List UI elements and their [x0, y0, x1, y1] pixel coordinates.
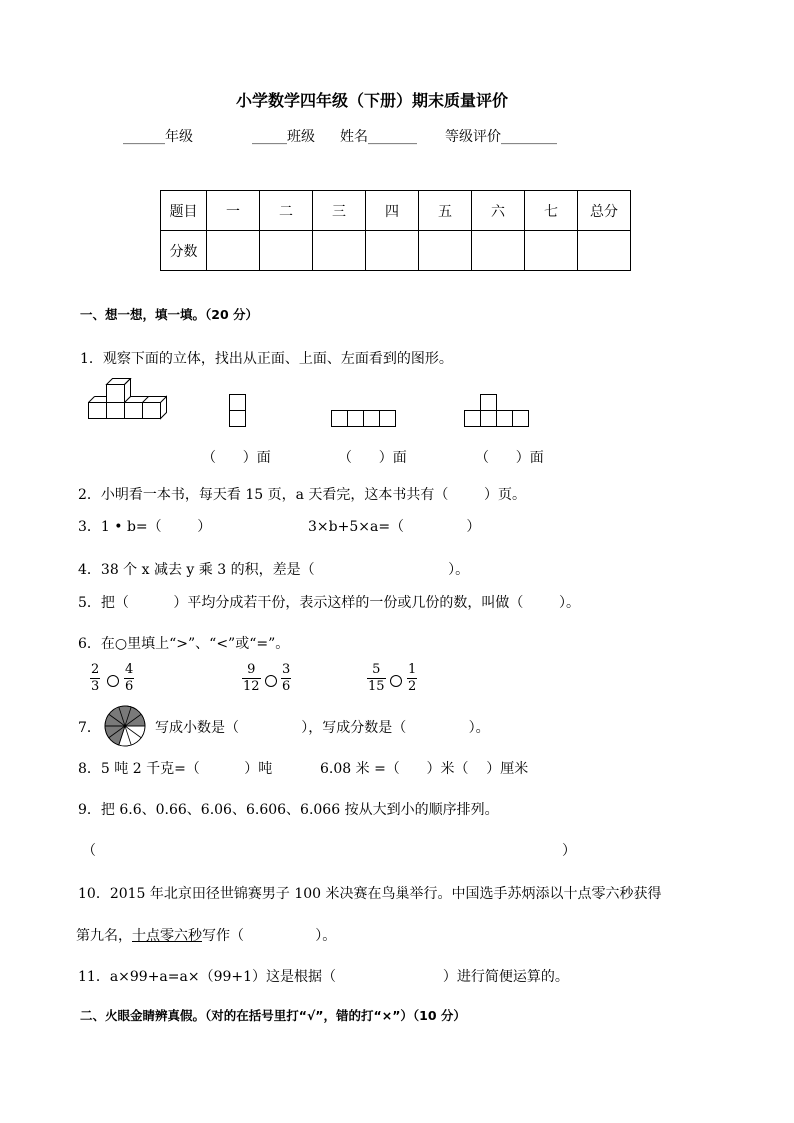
numerator: 3 [282, 662, 291, 677]
question-8a: 8．5 吨 2 千克=（ ）吨 [78, 761, 273, 777]
numerator: 9 [247, 662, 256, 677]
score-cell[interactable] [578, 231, 631, 271]
fraction [242, 662, 261, 695]
table-cell: 二 [260, 191, 313, 231]
table-cell: 一 [207, 191, 260, 231]
question-9-text: 9．把 6.6、0.66、6.06、6.606、6.066 按从大到小的顺序排列。 [78, 802, 499, 818]
score-table-score-row [161, 231, 631, 271]
denominator: 6 [282, 679, 291, 694]
table-cell: 题目 [161, 191, 207, 231]
table-cell: 总分 [578, 191, 631, 231]
question-5: 5．把（ ）平均分成若干份，表示这样的一份或几份的数，叫做（ ）。 [78, 595, 581, 611]
denominator: 3 [91, 679, 100, 694]
question-1-text: 1．观察下面的立体，找出从正面、上面、左面看到的图形。 [80, 351, 453, 367]
question-6-text: 6．在○里填上“>”、“<”或“=”。 [78, 636, 290, 652]
answer-blank[interactable]: （ ）面 [475, 450, 544, 466]
question-3a: 3．1 • b=（ ） [78, 519, 212, 535]
question-8b: 6.08 米 =（ ）米（ ）厘米 [320, 761, 529, 777]
answer-blank[interactable]: （ ）面 [338, 450, 407, 466]
table-cell: 七 [525, 191, 578, 231]
score-cell[interactable] [260, 231, 313, 271]
numerator: 4 [125, 662, 134, 677]
class-field[interactable]: _____班级 [252, 129, 315, 145]
answer-bracket-close: ） [562, 843, 576, 859]
name-field[interactable]: 姓名_______ [340, 129, 417, 145]
evaluation-field[interactable]: 等级评价________ [445, 129, 557, 145]
fraction [124, 662, 134, 695]
question-11: 11．a×99+a=a×（99+1）这是根据（ ）进行简便运算的。 [78, 969, 569, 985]
fraction [367, 662, 386, 695]
cube-stack-figure [86, 378, 168, 420]
section-1-heading: 一、想一想，填一填。（20 分） [80, 307, 258, 322]
denominator: 15 [368, 679, 385, 694]
fraction [407, 662, 417, 695]
table-cell: 三 [313, 191, 366, 231]
grade-field[interactable]: ______年级 [123, 129, 193, 145]
question-4: 4．38 个 x 减去 y 乘 3 的积，差是（ ）。 [78, 562, 470, 578]
score-cell[interactable] [207, 231, 260, 271]
score-table [160, 190, 631, 271]
underlined-phrase: 十点零六秒 [132, 928, 202, 944]
fraction [90, 662, 100, 695]
score-cell[interactable] [472, 231, 525, 271]
score-cell[interactable] [419, 231, 472, 271]
front-view-figure [463, 393, 533, 429]
table-cell: 四 [366, 191, 419, 231]
score-cell[interactable] [366, 231, 419, 271]
denominator: 2 [408, 679, 417, 694]
compare-circle[interactable] [107, 675, 119, 687]
denominator: 6 [125, 679, 134, 694]
numerator: 1 [408, 662, 417, 677]
table-cell: 五 [419, 191, 472, 231]
section-2-heading: 二、火眼金睛辨真假。（对的在括号里打“√”，错的打“×”）（10 分） [80, 1008, 466, 1023]
question-7-text: 写成小数是（ ），写成分数是（ ）。 [155, 720, 490, 736]
denominator: 12 [243, 679, 260, 694]
question-10-suffix: 写作（ ）。 [202, 928, 337, 944]
table-cell: 分数 [161, 231, 207, 271]
compare-circle[interactable] [390, 675, 402, 687]
compare-circle[interactable] [265, 675, 277, 687]
score-cell[interactable] [525, 231, 578, 271]
question-10-line2 [76, 925, 336, 945]
score-table-header-row [161, 191, 631, 231]
numerator: 2 [91, 662, 100, 677]
table-cell: 六 [472, 191, 525, 231]
question-3b: 3×b+5×a=（ ） [308, 519, 481, 535]
numerator: 5 [372, 662, 381, 677]
answer-bracket-open: （ [82, 843, 96, 859]
question-7-number: 7． [78, 720, 101, 736]
score-cell[interactable] [313, 231, 366, 271]
side-view-figure [228, 393, 248, 429]
page-title: 小学数学四年级（下册）期末质量评价 [236, 91, 509, 110]
question-10-line1: 10．2015 年北京田径世锦赛男子 100 米决赛在鸟巢举行。中国选手苏炳添以十点零六秒获得 [78, 886, 662, 902]
answer-blank[interactable]: （ ）面 [202, 450, 271, 466]
question-10-prefix: 第九名， [76, 928, 132, 944]
fraction [281, 662, 291, 695]
top-view-figure [330, 409, 400, 429]
question-2: 2．小明看一本书，每天看 15 页，a 天看完，这本书共有（ ）页。 [78, 487, 527, 503]
shaded-circle-figure [103, 704, 147, 748]
